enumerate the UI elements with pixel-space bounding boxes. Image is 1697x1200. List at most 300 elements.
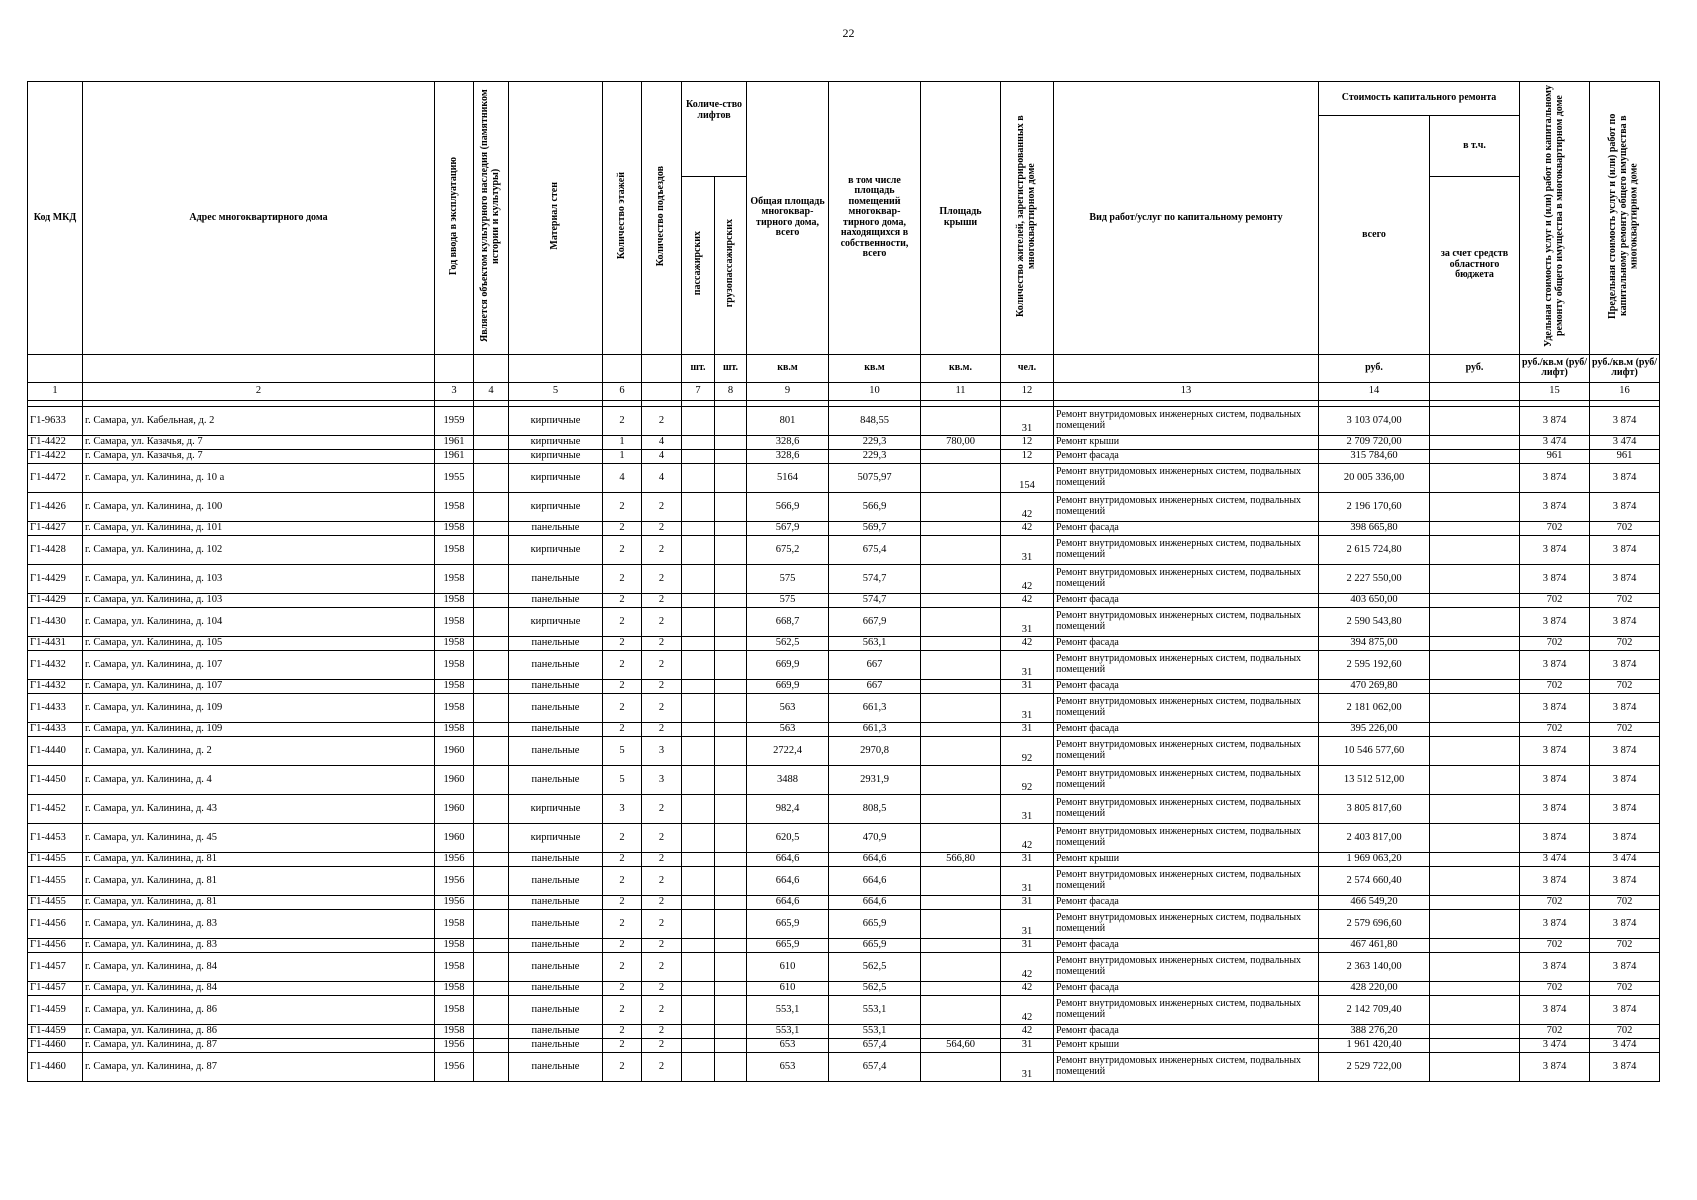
cell-heritage (474, 593, 509, 607)
cell-wall-material: кирпичные (509, 535, 603, 564)
column-number: 5 (509, 382, 603, 400)
cell-floors: 2 (603, 722, 642, 736)
cell-year: 1958 (435, 636, 474, 650)
cell-roof-area (921, 693, 1001, 722)
unit-freight-lifts: шт. (715, 354, 747, 382)
cell-freight-lifts (715, 679, 747, 693)
cell-wall-material: кирпичные (509, 435, 603, 449)
cell-unit-cost: 702 (1520, 722, 1590, 736)
cell-entrances: 2 (642, 593, 682, 607)
cell-total-area: 664,6 (747, 866, 829, 895)
cell-passenger-lifts (682, 866, 715, 895)
cell-entrances: 4 (642, 463, 682, 492)
cell-cost-total: 398 665,80 (1319, 521, 1430, 535)
cell-freight-lifts (715, 895, 747, 909)
cell-owned-area: 569,7 (829, 521, 921, 535)
header-address: Адрес многоквартирного дома (83, 82, 435, 355)
cell-limit-cost: 702 (1590, 981, 1660, 995)
cell-code: Г1-4430 (28, 607, 83, 636)
cell-code: Г1-4432 (28, 679, 83, 693)
header-work-type: Вид работ/услуг по капитальному ремонту (1054, 82, 1319, 355)
cell-heritage (474, 435, 509, 449)
cell-total-area: 575 (747, 564, 829, 593)
cell-year: 1956 (435, 866, 474, 895)
cell-code: Г1-4452 (28, 794, 83, 823)
cell-limit-cost: 3 474 (1590, 435, 1660, 449)
cell-regional-budget (1430, 995, 1520, 1024)
cell-passenger-lifts (682, 952, 715, 981)
header-residents: Количество жителей, зарегистрированных в многоквартирном доме (1001, 82, 1054, 355)
unit-cost-total: руб. (1319, 354, 1430, 382)
cell-passenger-lifts (682, 981, 715, 995)
cell-year: 1956 (435, 1052, 474, 1081)
cell-regional-budget (1430, 909, 1520, 938)
cell-wall-material: панельные (509, 866, 603, 895)
cell-work-type: Ремонт внутридомовых инженерных систем, подвальных помещений (1054, 607, 1319, 636)
cell-floors: 5 (603, 736, 642, 765)
cell-code: Г1-4457 (28, 981, 83, 995)
cell-year: 1958 (435, 679, 474, 693)
header-code: Код МКД (28, 82, 83, 355)
cell-roof-area (921, 722, 1001, 736)
cell-limit-cost: 3 874 (1590, 736, 1660, 765)
cell-roof-area (921, 449, 1001, 463)
cell-owned-area: 667,9 (829, 607, 921, 636)
cell-limit-cost: 3 874 (1590, 650, 1660, 679)
cell-residents: 42 (1001, 823, 1054, 852)
cell-freight-lifts (715, 995, 747, 1024)
cell-regional-budget (1430, 607, 1520, 636)
cell-year: 1958 (435, 981, 474, 995)
cell-code: Г1-4455 (28, 866, 83, 895)
cell-roof-area (921, 607, 1001, 636)
table-row (28, 650, 1660, 679)
cell-residents: 31 (1001, 909, 1054, 938)
header-repair-cost: Стоимость капитального ремонта (1319, 82, 1520, 116)
cell-unit-cost: 3 874 (1520, 406, 1590, 435)
cell-work-type: Ремонт внутридомовых инженерных систем, подвальных помещений (1054, 909, 1319, 938)
cell-total-area: 553,1 (747, 995, 829, 1024)
cell-unit-cost: 3 874 (1520, 995, 1590, 1024)
cell-work-type: Ремонт крыши (1054, 1038, 1319, 1052)
cell-total-area: 665,9 (747, 909, 829, 938)
cell-work-type: Ремонт фасада (1054, 521, 1319, 535)
cell-cost-total: 2 196 170,60 (1319, 492, 1430, 521)
table-row (28, 852, 1660, 866)
cell-code: Г1-4453 (28, 823, 83, 852)
cell-floors: 2 (603, 952, 642, 981)
cell-year: 1958 (435, 564, 474, 593)
cell-work-type: Ремонт внутридомовых инженерных систем, подвальных помещений (1054, 693, 1319, 722)
cell-floors: 2 (603, 1038, 642, 1052)
cell-roof-area (921, 736, 1001, 765)
cell-roof-area (921, 938, 1001, 952)
cell-entrances: 2 (642, 693, 682, 722)
unit-limit-cost: руб./кв.м (руб/лифт) (1590, 354, 1660, 382)
cell-year: 1958 (435, 1024, 474, 1038)
table-row (28, 938, 1660, 952)
cell-work-type: Ремонт фасада (1054, 636, 1319, 650)
column-number: 6 (603, 382, 642, 400)
cell-regional-budget (1430, 1052, 1520, 1081)
cell-year: 1958 (435, 593, 474, 607)
cell-code: Г1-9633 (28, 406, 83, 435)
cell-wall-material: панельные (509, 1052, 603, 1081)
cell-wall-material: панельные (509, 765, 603, 794)
cell-residents: 42 (1001, 981, 1054, 995)
cell-floors: 2 (603, 607, 642, 636)
cell-unit-cost: 3 874 (1520, 866, 1590, 895)
cell-cost-total: 2 529 722,00 (1319, 1052, 1430, 1081)
unit-passenger-lifts: шт. (682, 354, 715, 382)
table-row (28, 736, 1660, 765)
table-row (28, 535, 1660, 564)
cell-floors: 2 (603, 995, 642, 1024)
cell-regional-budget (1430, 463, 1520, 492)
cell-wall-material: кирпичные (509, 492, 603, 521)
cell-roof-area (921, 981, 1001, 995)
cell-unit-cost: 3 874 (1520, 952, 1590, 981)
cell-owned-area: 562,5 (829, 952, 921, 981)
table-row (28, 1024, 1660, 1038)
cell-wall-material: панельные (509, 636, 603, 650)
cell-cost-total: 315 784,60 (1319, 449, 1430, 463)
column-number: 16 (1590, 382, 1660, 400)
cell-floors: 2 (603, 852, 642, 866)
cell-passenger-lifts (682, 1052, 715, 1081)
cell-residents: 31 (1001, 1038, 1054, 1052)
cell-roof-area: 564,60 (921, 1038, 1001, 1052)
cell-year: 1958 (435, 521, 474, 535)
cell-unit-cost: 702 (1520, 593, 1590, 607)
cell-limit-cost: 702 (1590, 938, 1660, 952)
cell-wall-material: панельные (509, 895, 603, 909)
cell-year: 1959 (435, 406, 474, 435)
cell-limit-cost: 3 874 (1590, 909, 1660, 938)
cell-year: 1958 (435, 650, 474, 679)
header-regional-budget: за счет средств областного бюджета (1430, 176, 1520, 354)
cell-floors: 2 (603, 406, 642, 435)
table-row (28, 909, 1660, 938)
cell-roof-area: 566,80 (921, 852, 1001, 866)
cell-heritage (474, 823, 509, 852)
cell-unit-cost: 702 (1520, 938, 1590, 952)
cell-residents: 42 (1001, 593, 1054, 607)
cell-work-type: Ремонт внутридомовых инженерных систем, подвальных помещений (1054, 952, 1319, 981)
cell-wall-material: кирпичные (509, 406, 603, 435)
cell-floors: 2 (603, 938, 642, 952)
cell-regional-budget (1430, 593, 1520, 607)
header-incl: в т.ч. (1430, 116, 1520, 177)
cell-floors: 2 (603, 650, 642, 679)
cell-owned-area: 2970,8 (829, 736, 921, 765)
cell-roof-area (921, 866, 1001, 895)
cell-year: 1958 (435, 535, 474, 564)
cell-cost-total: 2 227 550,00 (1319, 564, 1430, 593)
cell-passenger-lifts (682, 995, 715, 1024)
cell-owned-area: 665,9 (829, 938, 921, 952)
cell-freight-lifts (715, 535, 747, 564)
cell-unit-cost: 702 (1520, 981, 1590, 995)
cell-passenger-lifts (682, 492, 715, 521)
cell-passenger-lifts (682, 535, 715, 564)
cell-entrances: 2 (642, 535, 682, 564)
cell-limit-cost: 3 874 (1590, 1052, 1660, 1081)
cell-roof-area (921, 521, 1001, 535)
cell-total-area: 5164 (747, 463, 829, 492)
cell-code: Г1-4429 (28, 564, 83, 593)
cell-floors: 2 (603, 909, 642, 938)
cell-address: г. Самара, ул. Калинина, д. 81 (83, 895, 435, 909)
cell-cost-total: 428 220,00 (1319, 981, 1430, 995)
cell-floors: 2 (603, 679, 642, 693)
cell-residents: 92 (1001, 765, 1054, 794)
cell-total-area: 567,9 (747, 521, 829, 535)
cell-heritage (474, 492, 509, 521)
cell-address: г. Самара, ул. Калинина, д. 103 (83, 593, 435, 607)
cell-wall-material: панельные (509, 909, 603, 938)
cell-heritage (474, 736, 509, 765)
cell-year: 1958 (435, 995, 474, 1024)
cell-floors: 2 (603, 981, 642, 995)
header-entrances: Количество подъездов (642, 82, 682, 355)
cell-owned-area: 808,5 (829, 794, 921, 823)
cell-code: Г1-4459 (28, 1024, 83, 1038)
header-total-area: Общая площадь многоквар-тирного дома, всего (747, 82, 829, 355)
cell-entrances: 3 (642, 736, 682, 765)
cell-total-area: 3488 (747, 765, 829, 794)
cell-owned-area: 661,3 (829, 722, 921, 736)
cell-freight-lifts (715, 607, 747, 636)
cell-unit-cost: 3 874 (1520, 823, 1590, 852)
header-year: Год ввода в эксплуатацию (435, 82, 474, 355)
cell-wall-material: кирпичные (509, 463, 603, 492)
cell-floors: 1 (603, 435, 642, 449)
cell-roof-area (921, 1052, 1001, 1081)
cell-unit-cost: 3 874 (1520, 1052, 1590, 1081)
cell-owned-area: 2931,9 (829, 765, 921, 794)
cell-owned-area: 667 (829, 679, 921, 693)
cell-owned-area: 566,9 (829, 492, 921, 521)
cell-owned-area: 664,6 (829, 852, 921, 866)
cell-address: г. Самара, ул. Калинина, д. 45 (83, 823, 435, 852)
header-passenger-lifts: пассажирских (682, 176, 715, 354)
cell-limit-cost: 3 874 (1590, 866, 1660, 895)
cell-wall-material: панельные (509, 722, 603, 736)
cell-wall-material: панельные (509, 593, 603, 607)
cell-total-area: 610 (747, 952, 829, 981)
cell-passenger-lifts (682, 693, 715, 722)
cell-floors: 2 (603, 521, 642, 535)
cell-address: г. Самара, ул. Калинина, д. 43 (83, 794, 435, 823)
cell-residents: 31 (1001, 535, 1054, 564)
cell-heritage (474, 521, 509, 535)
cell-passenger-lifts (682, 722, 715, 736)
cell-floors: 2 (603, 1024, 642, 1038)
header-cost-total: всего (1319, 116, 1430, 355)
cell-total-area: 553,1 (747, 1024, 829, 1038)
table-row (28, 823, 1660, 852)
cell-address: г. Самара, ул. Калинина, д. 86 (83, 995, 435, 1024)
cell-freight-lifts (715, 722, 747, 736)
cell-owned-area: 664,6 (829, 895, 921, 909)
cell-owned-area: 664,6 (829, 866, 921, 895)
cell-limit-cost: 3 874 (1590, 952, 1660, 981)
column-number: 11 (921, 382, 1001, 400)
cell-code: Г1-4450 (28, 765, 83, 794)
cell-passenger-lifts (682, 895, 715, 909)
cell-wall-material: панельные (509, 981, 603, 995)
column-number: 2 (83, 382, 435, 400)
cell-passenger-lifts (682, 521, 715, 535)
cell-wall-material: кирпичные (509, 794, 603, 823)
cell-wall-material: панельные (509, 693, 603, 722)
cell-residents: 31 (1001, 722, 1054, 736)
header-freight-lifts: грузопассажирских (715, 176, 747, 354)
cell-owned-area: 665,9 (829, 909, 921, 938)
cell-limit-cost: 3 474 (1590, 1038, 1660, 1052)
column-number (1430, 382, 1520, 400)
table-row (28, 492, 1660, 521)
cell-entrances: 2 (642, 1038, 682, 1052)
table-row (28, 607, 1660, 636)
cell-entrances: 4 (642, 435, 682, 449)
cell-work-type: Ремонт фасада (1054, 722, 1319, 736)
cell-work-type: Ремонт фасада (1054, 593, 1319, 607)
cell-cost-total: 3 103 074,00 (1319, 406, 1430, 435)
cell-total-area: 563 (747, 722, 829, 736)
cell-address: г. Самара, ул. Калинина, д. 84 (83, 981, 435, 995)
cell-code: Г1-4428 (28, 535, 83, 564)
cell-passenger-lifts (682, 852, 715, 866)
cell-wall-material: панельные (509, 564, 603, 593)
cell-limit-cost: 702 (1590, 593, 1660, 607)
cell-unit-cost: 3 874 (1520, 794, 1590, 823)
cell-cost-total: 1 961 420,40 (1319, 1038, 1430, 1052)
cell-roof-area (921, 492, 1001, 521)
cell-address: г. Самара, ул. Калинина, д. 87 (83, 1052, 435, 1081)
cell-work-type: Ремонт внутридомовых инженерных систем, подвальных помещений (1054, 736, 1319, 765)
header-unit-cost: Удельная стоимость услуг и (или) работ по капитальному ремонту общего имущества в многоквартирном доме (1520, 82, 1590, 355)
header-heritage: Является объектом культурного наследия (памятником истории и культуры) (474, 82, 509, 355)
cell-address: г. Самара, ул. Калинина, д. 86 (83, 1024, 435, 1038)
cell-residents: 42 (1001, 952, 1054, 981)
cell-residents: 42 (1001, 995, 1054, 1024)
cell-address: г. Самара, ул. Казачья, д. 7 (83, 449, 435, 463)
table-row (28, 794, 1660, 823)
cell-code: Г1-4460 (28, 1038, 83, 1052)
cell-total-area: 801 (747, 406, 829, 435)
cell-code: Г1-4431 (28, 636, 83, 650)
cell-freight-lifts (715, 1024, 747, 1038)
cell-roof-area (921, 765, 1001, 794)
cell-work-type: Ремонт фасада (1054, 449, 1319, 463)
cell-heritage (474, 650, 509, 679)
cell-heritage (474, 981, 509, 995)
cell-heritage (474, 852, 509, 866)
cell-freight-lifts (715, 521, 747, 535)
table-row (28, 564, 1660, 593)
cell-limit-cost: 3 874 (1590, 463, 1660, 492)
cell-entrances: 2 (642, 492, 682, 521)
cell-roof-area (921, 1024, 1001, 1038)
cell-wall-material: панельные (509, 852, 603, 866)
cell-total-area: 2722,4 (747, 736, 829, 765)
cell-address: г. Самара, ул. Калинина, д. 107 (83, 650, 435, 679)
header-roof-area: Площадь крыши (921, 82, 1001, 355)
cell-roof-area (921, 636, 1001, 650)
cell-floors: 2 (603, 895, 642, 909)
cell-total-area: 562,5 (747, 636, 829, 650)
cell-total-area: 566,9 (747, 492, 829, 521)
cell-work-type: Ремонт внутридомовых инженерных систем, подвальных помещений (1054, 794, 1319, 823)
cell-address: г. Самара, ул. Калинина, д. 105 (83, 636, 435, 650)
cell-regional-budget (1430, 693, 1520, 722)
cell-work-type: Ремонт внутридомовых инженерных систем, подвальных помещений (1054, 765, 1319, 794)
cell-heritage (474, 1052, 509, 1081)
cell-work-type: Ремонт внутридомовых инженерных систем, подвальных помещений (1054, 866, 1319, 895)
cell-heritage (474, 895, 509, 909)
cell-passenger-lifts (682, 1038, 715, 1052)
column-number: 8 (715, 382, 747, 400)
cell-residents: 92 (1001, 736, 1054, 765)
cell-owned-area: 661,3 (829, 693, 921, 722)
cell-entrances: 4 (642, 449, 682, 463)
cell-total-area: 328,6 (747, 449, 829, 463)
cell-roof-area: 780,00 (921, 435, 1001, 449)
cell-entrances: 2 (642, 823, 682, 852)
cell-cost-total: 388 276,20 (1319, 1024, 1430, 1038)
cell-work-type: Ремонт внутридомовых инженерных систем, подвальных помещений (1054, 823, 1319, 852)
cell-entrances: 2 (642, 952, 682, 981)
cell-total-area: 982,4 (747, 794, 829, 823)
cell-roof-area (921, 650, 1001, 679)
cell-freight-lifts (715, 794, 747, 823)
cell-work-type: Ремонт крыши (1054, 435, 1319, 449)
cell-year: 1961 (435, 435, 474, 449)
cell-cost-total: 2 181 062,00 (1319, 693, 1430, 722)
cell-entrances: 2 (642, 521, 682, 535)
cell-freight-lifts (715, 1038, 747, 1052)
cell-code: Г1-4426 (28, 492, 83, 521)
cell-entrances: 2 (642, 981, 682, 995)
cell-entrances: 2 (642, 1024, 682, 1038)
cell-regional-budget (1430, 492, 1520, 521)
cell-passenger-lifts (682, 909, 715, 938)
cell-limit-cost: 3 874 (1590, 492, 1660, 521)
cell-total-area: 610 (747, 981, 829, 995)
cell-work-type: Ремонт внутридомовых инженерных систем, подвальных помещений (1054, 650, 1319, 679)
table-row (28, 463, 1660, 492)
table-row (28, 981, 1660, 995)
cell-heritage (474, 938, 509, 952)
cell-floors: 2 (603, 636, 642, 650)
cell-entrances: 2 (642, 722, 682, 736)
cell-address: г. Самара, ул. Калинина, д. 81 (83, 852, 435, 866)
cell-cost-total: 470 269,80 (1319, 679, 1430, 693)
cell-limit-cost: 3 874 (1590, 693, 1660, 722)
cell-unit-cost: 3 474 (1520, 852, 1590, 866)
table-row (28, 1052, 1660, 1081)
cell-code: Г1-4472 (28, 463, 83, 492)
cell-total-area: 328,6 (747, 435, 829, 449)
cell-freight-lifts (715, 492, 747, 521)
table-row (28, 636, 1660, 650)
cell-residents: 31 (1001, 938, 1054, 952)
cell-limit-cost: 3 874 (1590, 406, 1660, 435)
cell-code: Г1-4429 (28, 593, 83, 607)
cell-regional-budget (1430, 952, 1520, 981)
